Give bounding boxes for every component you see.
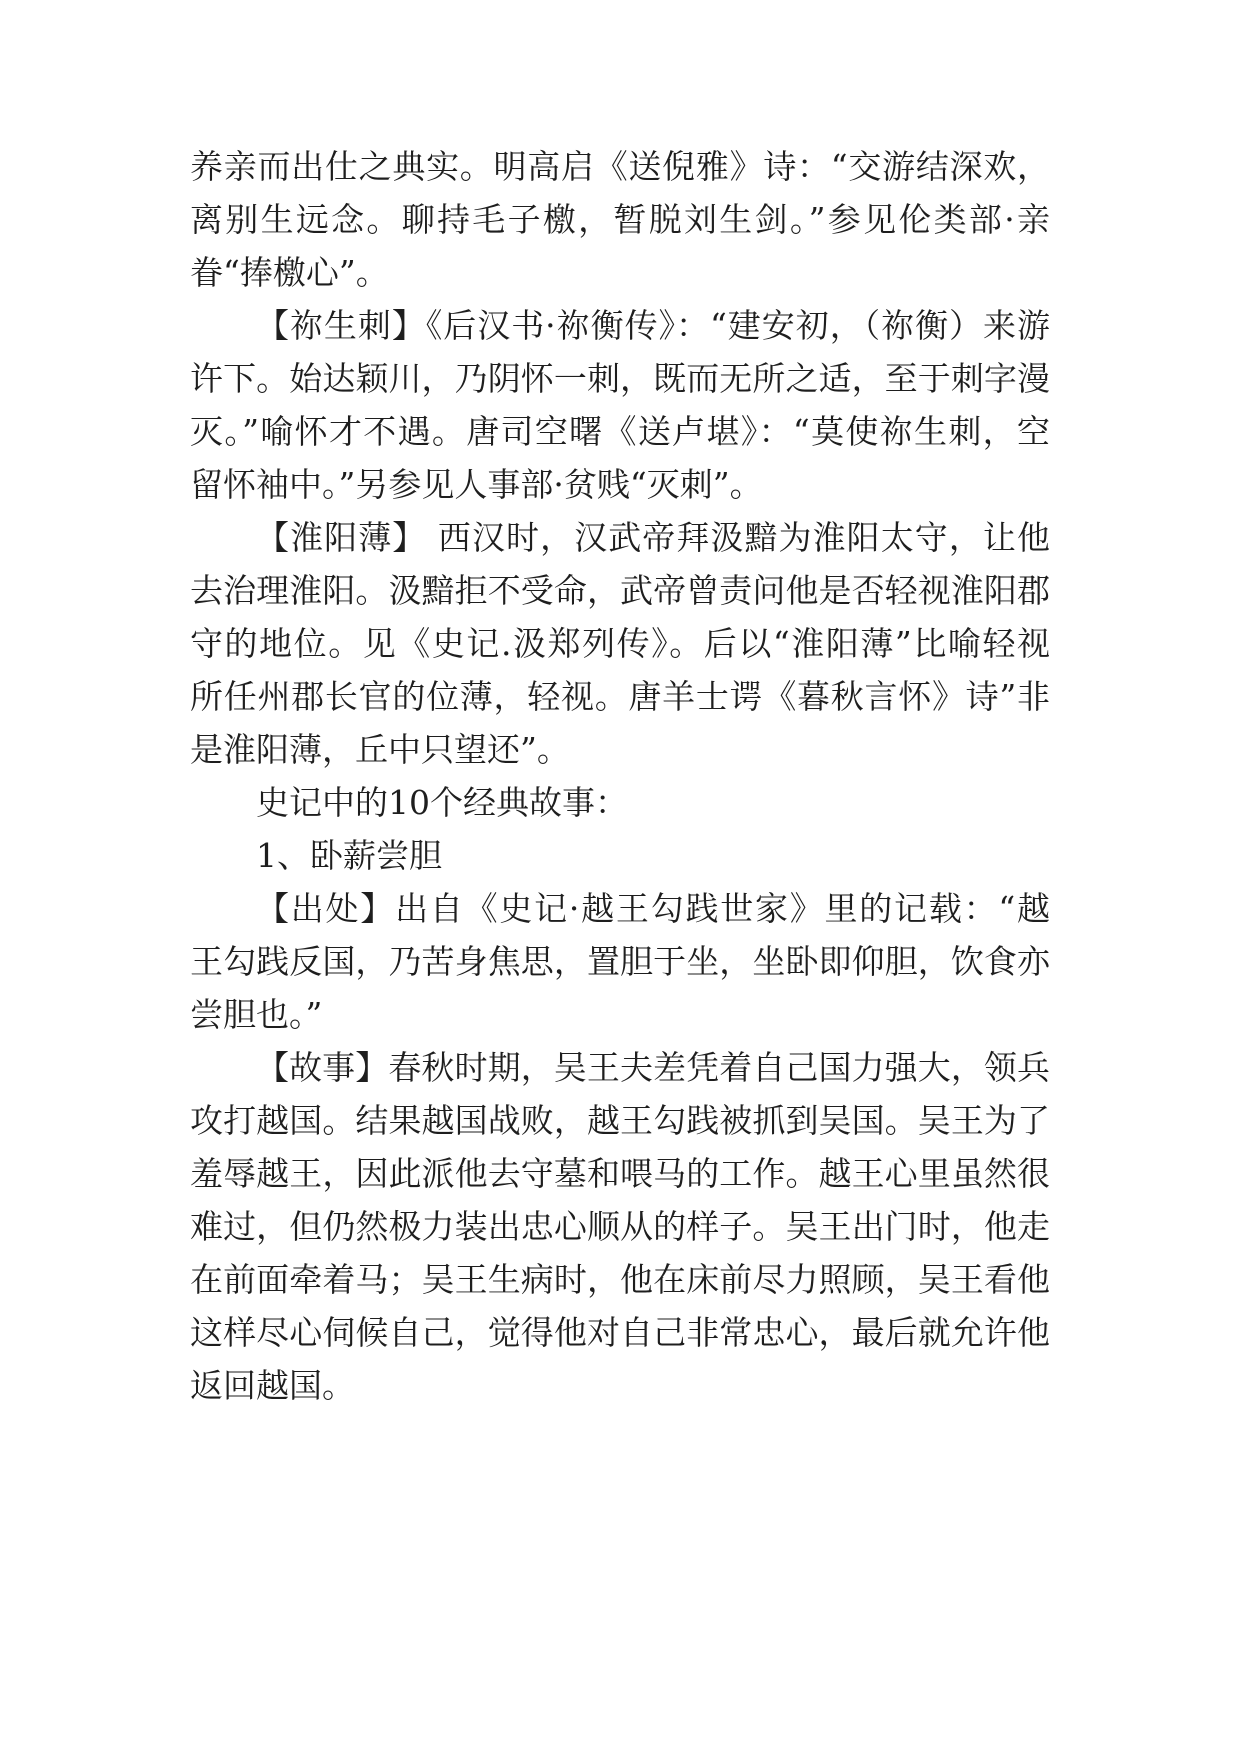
text-line: 是淮阳薄，丘中只望还”。 [190, 730, 570, 769]
text-line: 灭。”喻怀才不遇。唐司空曙《送卢堪》：“莫使祢生刺，空 [190, 412, 1050, 451]
text-line: 守的地位。见《史记.汲郑列传》。后以“淮阳薄”比喻轻视 [190, 624, 1050, 663]
text-line: 攻打越国。结果越国战败，越王勾践被抓到吴国。吴王为了 [190, 1101, 1050, 1140]
text-line: 【故事】春秋时期，吴王夫差凭着自己国力强大，领兵 [256, 1048, 1050, 1087]
text-line: 史记中的10个经典故事： [256, 783, 628, 822]
text-line: 眷“捧檄心”。 [190, 253, 389, 292]
text-line: 1、卧薪尝胆 [256, 836, 442, 875]
text-line: 羞辱越王，因此派他去守墓和喂马的工作。越王心里虽然很 [190, 1154, 1050, 1193]
text-line: 养亲而出仕之典实。明高启《送倪雅》诗：“交游结深欢， [190, 147, 1050, 186]
text-line: 在前面牵着马；吴王生病时，他在床前尽力照顾，吴王看他 [190, 1260, 1050, 1299]
text-line: 【淮阳薄】 西汉时，汉武帝拜汲黯为淮阳太守，让他 [256, 518, 1050, 557]
text-line: 许下。始达颖川，乃阴怀一刺，既而无所之适，至于刺字漫 [190, 359, 1050, 398]
text-line: 留怀袖中。”另参见人事部·贫贱“灭刺”。 [190, 465, 763, 504]
text-line: 尝胆也。” [190, 995, 323, 1034]
text-line: 王勾践反国，乃苦身焦思，置胆于坐，坐卧即仰胆，饮食亦 [190, 942, 1050, 981]
text-line: 所任州郡长官的位薄，轻视。唐羊士谔《暮秋言怀》诗”非 [190, 677, 1050, 716]
text-line: 【出处】出自《史记·越王勾践世家》里的记载：“越 [256, 889, 1050, 928]
text-line: 【祢生刺】《后汉书·祢衡传》：“建安初，（祢衡）来游 [256, 306, 1050, 345]
text-line: 返回越国。 [190, 1366, 355, 1405]
text-line: 离别生远念。聊持毛子檄，暂脱刘生剑。”参见伦类部·亲 [190, 200, 1050, 239]
text-line: 难过，但仍然极力装出忠心顺从的样子。吴王出门时，他走 [190, 1207, 1050, 1246]
text-line: 这样尽心伺候自己，觉得他对自己非常忠心，最后就允许他 [190, 1313, 1050, 1352]
text-line: 去治理淮阳。汲黯拒不受命，武帝曾责问他是否轻视淮阳郡 [190, 571, 1050, 610]
